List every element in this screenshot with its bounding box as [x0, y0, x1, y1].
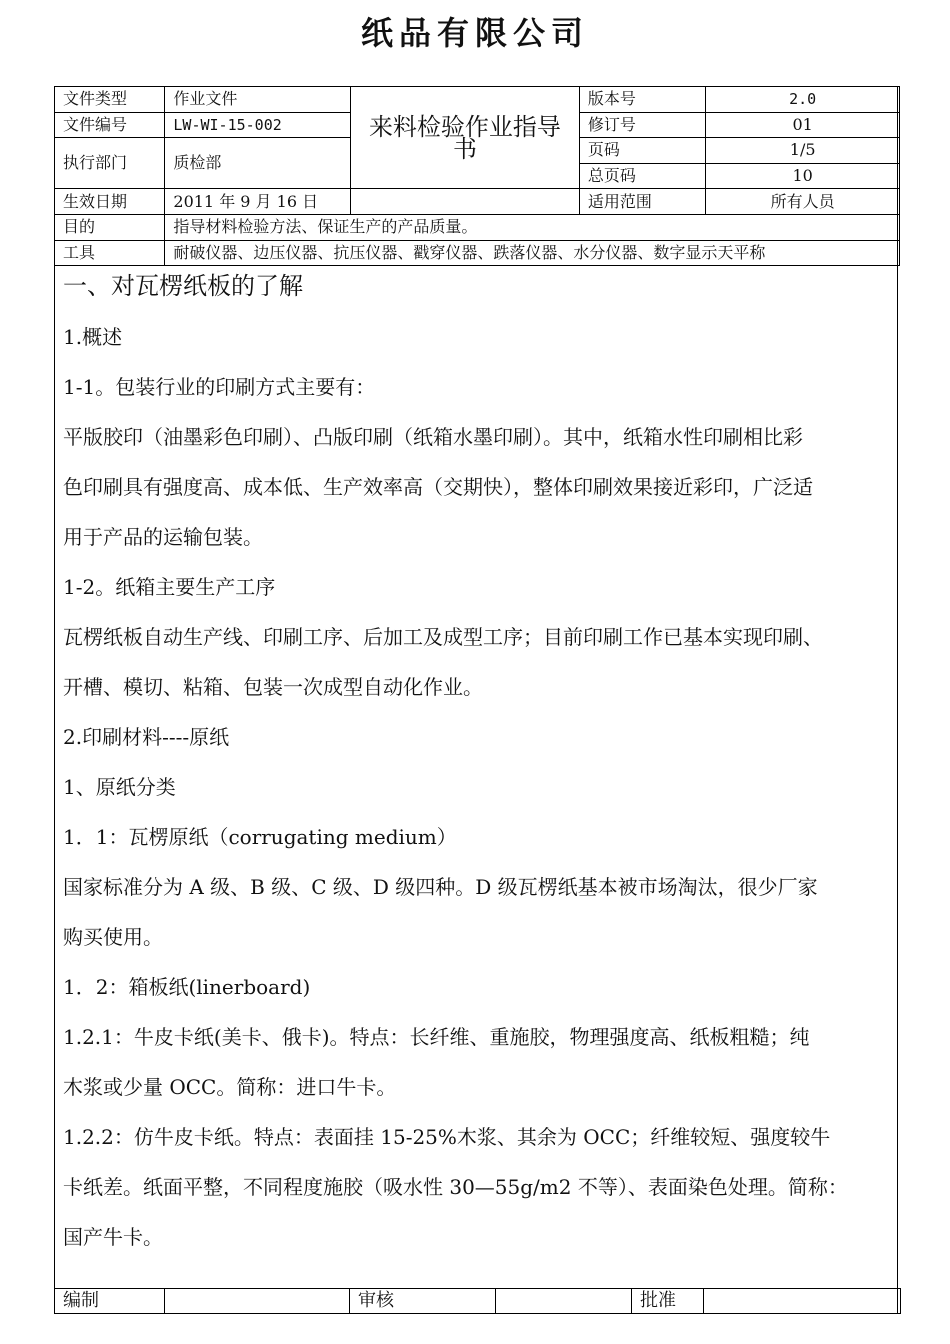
prepared-by-field[interactable] [165, 1289, 350, 1314]
title-cell-bottom [351, 189, 580, 215]
document-header-table [54, 86, 900, 266]
paragraph-line: 1-1。包装行业的印刷方式主要有： [63, 375, 376, 399]
doc-type-label: 文件类型 [55, 87, 165, 113]
dept-label: 执行部门 [55, 138, 165, 189]
page-value: 1/5 [706, 138, 900, 164]
paragraph-line: 卡纸差。纸面平整，不同程度施胶（吸水性 30—55g/m2 不等）、表面染色处理。简称： [63, 1175, 848, 1199]
tools-value: 耐破仪器、边压仪器、抗压仪器、戳穿仪器、跌落仪器、水分仪器、数字显示天平称 [165, 240, 900, 266]
reviewed-by-field[interactable] [496, 1289, 632, 1314]
paragraph-line: 1.2.1：牛皮卡纸(美卡、俄卡)。特点：长纤维、重施胶，物理强度高、纸板粗糙；纯 [63, 1025, 810, 1049]
doc-no-label: 文件编号 [55, 112, 165, 138]
effective-date-label: 生效日期 [55, 189, 165, 215]
version-value: 2.0 [706, 87, 900, 113]
scope-value: 所有人员 [706, 189, 900, 215]
paragraph-line: 用于产品的运输包装。 [63, 525, 263, 549]
purpose-label: 目的 [55, 214, 165, 240]
total-pages-value: 10 [706, 163, 900, 189]
document-body [63, 268, 889, 1262]
paragraph-line: 瓦楞纸板自动生产线、印刷工序、后加工及成型工序；目前印刷工作已基本实现印刷、 [63, 625, 823, 649]
paragraph-line: 1．2：箱板纸(linerboard) [63, 975, 311, 999]
dept-value: 质检部 [165, 138, 351, 189]
version-label: 版本号 [579, 87, 705, 113]
paragraph-line: 国家标准分为 A 级、B 级、C 级、D 级四种。D 级瓦楞纸基本被市场淘汰，很少厂家 [63, 875, 818, 899]
paragraph-line: 1-2。纸箱主要生产工序 [63, 575, 276, 599]
revision-value: 01 [706, 112, 900, 138]
approved-by-field[interactable] [704, 1289, 901, 1314]
paragraph-line: 木浆或少量 OCC。简称：进口牛卡。 [63, 1075, 397, 1099]
paragraph-line: 开槽、模切、粘箱、包装一次成型自动化作业。 [63, 675, 483, 699]
effective-date-value: 2011 年 9 月 16 日 [165, 189, 351, 215]
scope-label: 适用范围 [579, 189, 705, 215]
paragraph-line: 1、原纸分类 [63, 775, 176, 799]
doc-type-value: 作业文件 [165, 87, 351, 113]
signature-table [54, 1288, 901, 1314]
page-label: 页码 [579, 138, 705, 164]
revision-label: 修订号 [579, 112, 705, 138]
paragraph-line: 购买使用。 [63, 925, 163, 949]
company-name: 纸品有限公司 [360, 14, 589, 52]
paragraph-line: 1.概述 [63, 325, 123, 349]
purpose-value: 指导材料检验方法、保证生产的产品质量。 [165, 214, 900, 240]
paragraph-line: 国产牛卡。 [63, 1225, 163, 1249]
paragraph-line: 1．1：瓦楞原纸（corrugating medium） [63, 825, 457, 849]
tools-label: 工具 [55, 240, 165, 266]
approved-by-label: 批准 [632, 1289, 704, 1314]
total-pages-label: 总页码 [579, 163, 705, 189]
prepared-by-label: 编制 [55, 1289, 165, 1314]
doc-no-value: LW-WI-15-002 [165, 112, 351, 138]
reviewed-by-label: 审核 [350, 1289, 496, 1314]
paragraph-line: 2.印刷材料----原纸 [63, 725, 230, 749]
paragraph-line: 平版胶印（油墨彩色印刷）、凸版印刷（纸箱水墨印刷）。其中，纸箱水性印刷相比彩 [63, 425, 803, 449]
document-title: 来料检验作业指导书 [351, 87, 580, 189]
paragraph-line: 色印刷具有强度高、成本低、生产效率高（交期快），整体印刷效果接近彩印，广泛适 [63, 475, 813, 499]
paragraph-line: 1.2.2：仿牛皮卡纸。特点：表面挂 15-25%木浆、其余为 OCC；纤维较短、强度较牛 [63, 1125, 831, 1149]
section-title: 一、对瓦楞纸板的了解 [63, 272, 303, 300]
